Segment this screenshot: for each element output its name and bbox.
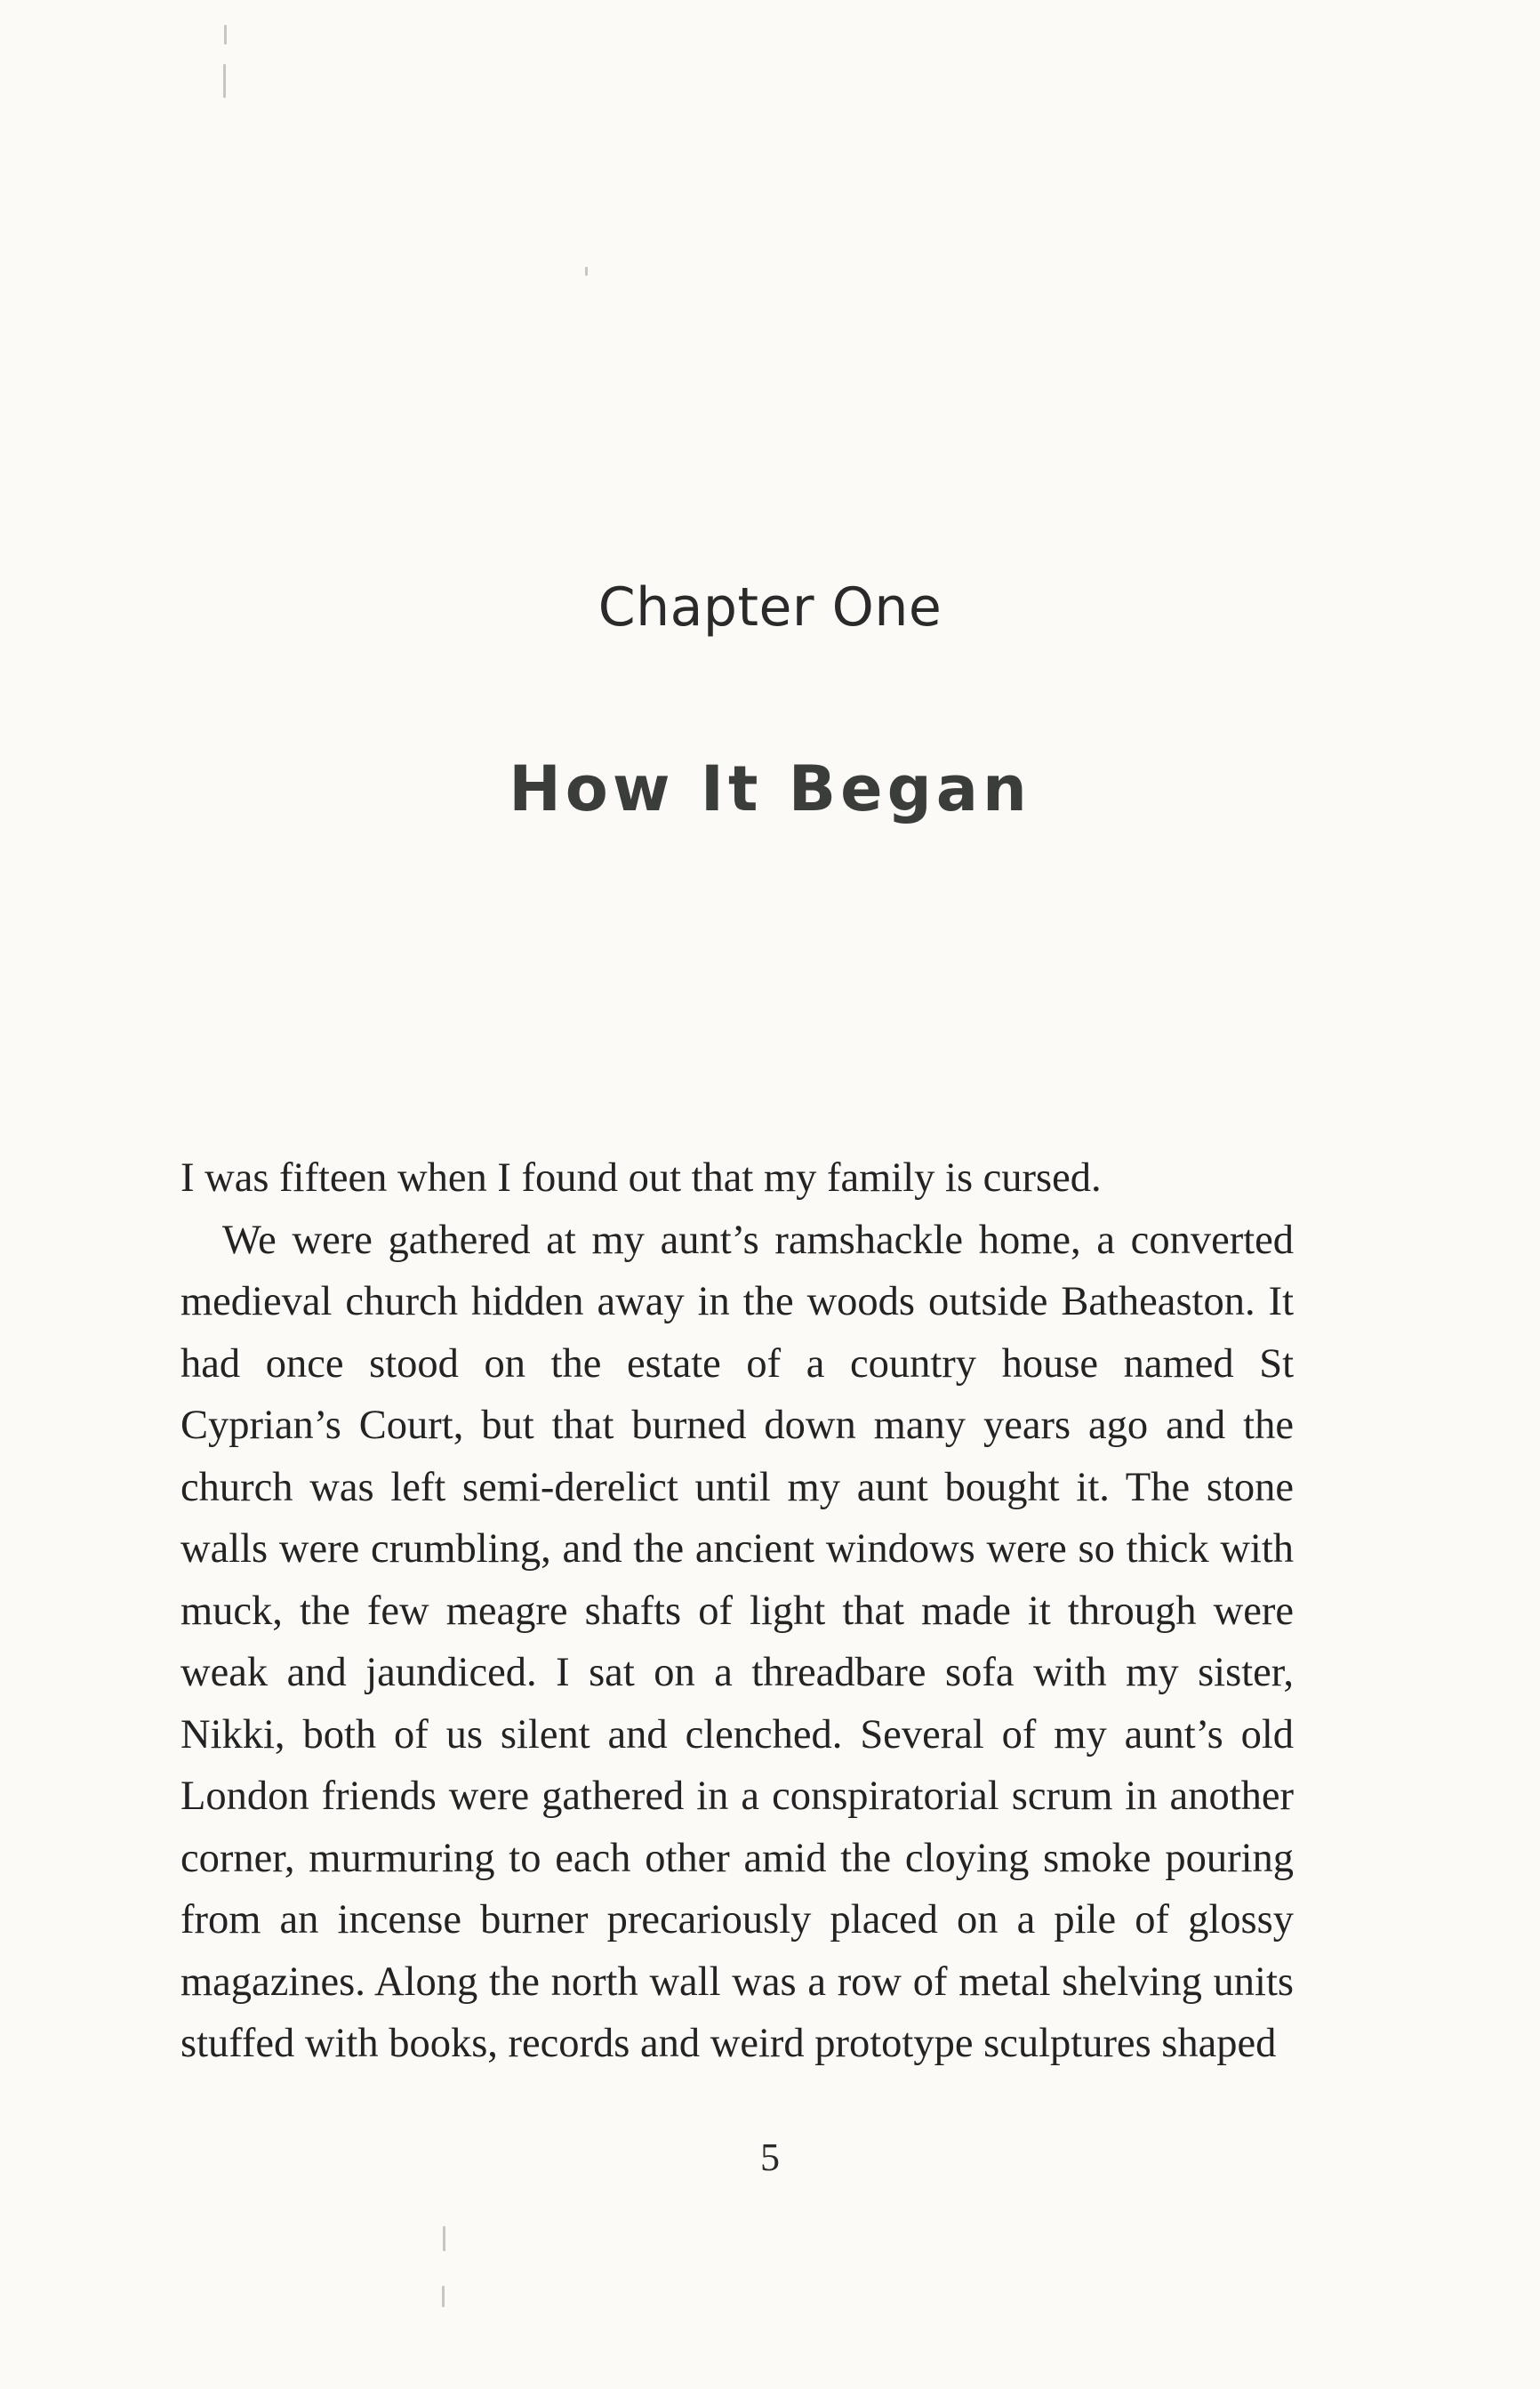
scan-speck: [443, 2226, 445, 2251]
paragraph: I was fifteen when I found out that my family is cursed.: [180, 1155, 1102, 1201]
scan-speck: [224, 25, 227, 44]
body-text: [180, 1147, 1294, 2075]
scan-speck: [223, 64, 226, 98]
scan-speck: [585, 267, 588, 276]
paragraph: We were gathered at my aunt’s ramshackle home, a converted medieval church hidden away in the woods outside Batheaston. It had once stood on the estate of a country house named St Cyprian’s Court, but that burned down many years ago and the church was left semi-derelict until my aunt bought it. The stone walls were crumbling, and the ancient windows were so thick with muck, the few meagre shafts of light that made it through were weak and jaundiced. I sat on a threadbare sofa with my sister, Nikki, both of us silent and clenched. Several of my aunt’s old London friends were gathered in a conspiratorial scrum in another corner, murmuring to each other amid the cloying smoke pouring from an incense burner precariously placed on a pile of glossy magazines. Along the north wall was a row of metal shelving units stuffed with books, records and weird prototype sculptures shaped: [180, 1217, 1294, 2066]
page-number: 5: [760, 2136, 780, 2179]
chapter-label: Chapter One: [598, 576, 942, 639]
chapter-title: How It Began: [509, 752, 1031, 825]
scan-speck: [442, 2286, 445, 2307]
